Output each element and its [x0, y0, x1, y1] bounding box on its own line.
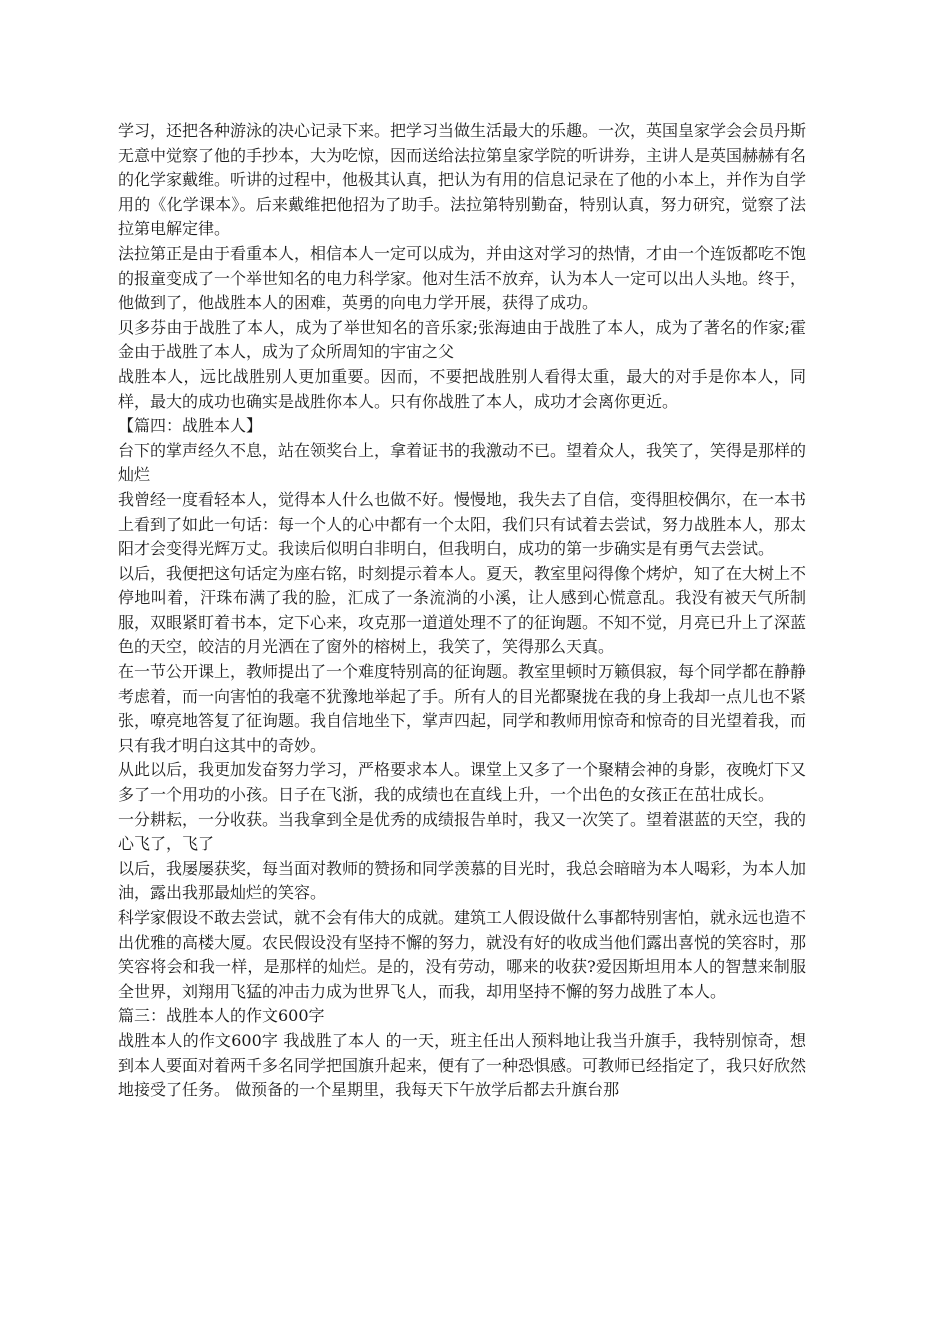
paragraph-open-class: 在一节公开课上，教师提出了一个难度特别高的征询题。教室里顿时万籁俱寂，每个同学都在静静考虑着，而一向害怕的我毫不犹豫地举起了手。所有人的目光都聚拢在我的身上我却一点儿也不紧张，嘹亮地答复了征询题。我自信地坐下，掌声四起，同学和教师用惊奇和惊奇的目光望着我，而只有我才明白这其中的奇妙。	[118, 662, 807, 755]
paragraph-scientists: 科学家假设不敢去尝试，就不会有伟大的成就。建筑工人假设做什么事都特别害怕，就永远也造不出优雅的高楼大厦。农民假设没有坚持不懈的努力，就没有好的收成当他们露出喜悦的笑容时，那笑容将会和我一样，是那样的灿烂。是的，没有劳动，哪来的收获?爱因斯坦用本人的智慧来制服全世界，刘翔用飞猛的冲击力成为世界飞人，而我，却用坚持不懈的努力战胜了本人。	[118, 908, 807, 1001]
paragraph-awards: 以后，我屡屡获奖，每当面对教师的赞扬和同学羡慕的目光时，我总会暗暗为本人喝彩，为本人加油，露出我那最灿烂的笑容。	[118, 858, 807, 903]
paragraph-motto: 以后，我便把这句话定为座右铭，时刻提示着本人。夏天，教室里闷得像个烤炉，知了在大树上不停地叫着，汗珠布满了我的脸，汇成了一条流淌的小溪，让人感到心慌意乱。我没有被天气所制服，双眼紧盯着书本，定下心来，攻克那一道道处理不了的征询题。不知不觉，月亮已升上了深蓝色的天空，皎洁的月光洒在了窗外的榕树上，我笑了，笑得那么天真。	[118, 563, 807, 657]
document-body	[118, 119, 806, 1103]
paragraph-flag-raiser: 战胜本人的作文600字 我战胜了本人 的一天，班主任出人预料地让我当升旗手，我特别惊奇，想到本人要面对着两千多名同学把国旗升起来，便有了一种恐惧感。可教师已经指定了，我只好欣然地接受了任务。 做预备的一个星期里，我每天下午放学后都去升旗台那	[118, 1030, 807, 1100]
section-heading-part-three: 篇三：战胜本人的作文600字	[118, 1006, 325, 1026]
paragraph-faraday-success: 法拉第正是由于看重本人，相信本人一定可以成为，并由这对学习的热情，才由一个连饭都吃不饱的报童变成了一个举世知名的电力科学家。他对生活不放弃，认为本人一定可以出人头地。终于，他做到了，他战胜本人的困难，英勇的向电力学开展，获得了成功。	[118, 243, 807, 313]
section-heading-part-four: 【篇四：战胜本人】	[118, 416, 263, 436]
paragraph-faraday-study: 学习，还把各种游泳的决心记录下来。把学习当做生活最大的乐趣。一次，英国皇家学会会员丹斯无意中觉察了他的手抄本，大为吃惊，因而送给法拉第皇家学院的听讲券，主讲人是英国赫赫有名的化学家戴维。听讲的过程中，他极其认真，把认为有用的信息记录在了他的小本上，并作为自学用的《化学课本》。后来戴维把他招为了助手。法拉第特别勤奋，特别认真，努力研究，觉察了法拉第电解定律。	[118, 121, 807, 239]
paragraph-conclusion: 战胜本人，远比战胜别人更加重要。因而，不要把战胜别人看得太重，最大的对手是你本人，同样，最大的成功也确实是战胜你本人。只有你战胜了本人，成功才会离你更近。	[118, 366, 806, 411]
paragraph-famous-examples: 贝多芬由于战胜了本人，成为了举世知名的音乐家;张海迪由于战胜了本人，成为了著名的作家;霍金由于战胜了本人，成为了众所周知的宇宙之父	[118, 317, 806, 362]
paragraph-hard-work: 从此以后，我更加发奋努力学习，严格要求本人。课堂上又多了一个聚精会神的身影，夜晚灯下又多了一个用功的小孩。日子在飞浙，我的成绩也在直线上升，一个出色的女孩正在茁壮成长。	[118, 760, 807, 805]
paragraph-report-card: 一分耕耘，一分收获。当我拿到全是优秀的成绩报告单时，我又一次笑了。望着湛蓝的天空，我的心飞了，飞了	[118, 809, 807, 854]
paragraph-applause: 台下的掌声经久不息，站在领奖台上，拿着证书的我激动不已。望着众人，我笑了，笑得是那样的灿烂	[118, 440, 807, 485]
paragraph-self-doubt: 我曾经一度看轻本人，觉得本人什么也做不好。慢慢地，我失去了自信，变得胆校偶尔，在一本书上看到了如此一句话：每一个人的心中都有一个太阳，我们只有试着去尝试，努力战胜本人，那太阳才会变得光辉万丈。我读后似明白非明白，但我明白，成功的第一步确实是有勇气去尝试。	[118, 489, 807, 559]
